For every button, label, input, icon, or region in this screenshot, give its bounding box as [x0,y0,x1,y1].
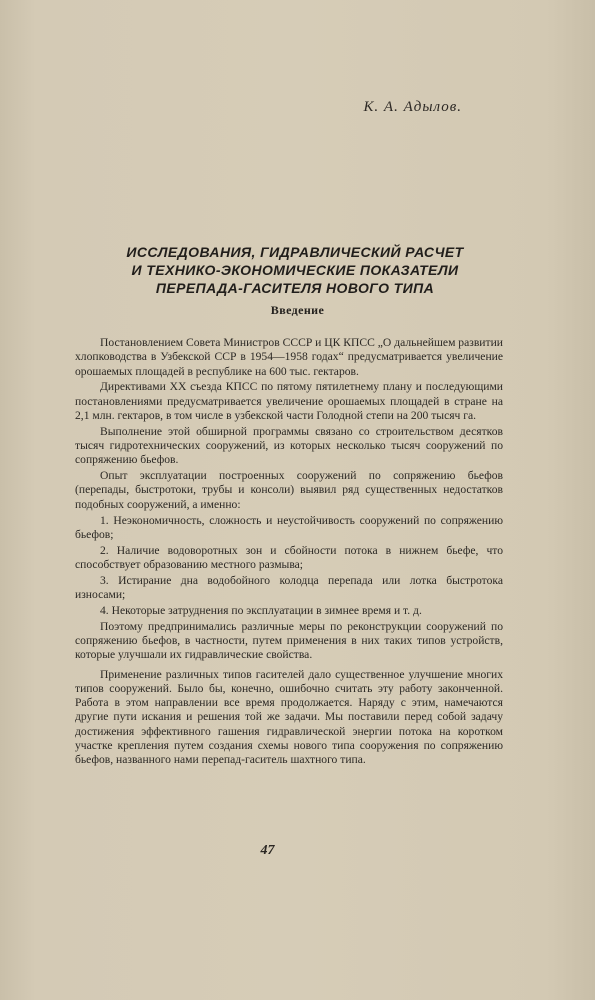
title-line: ПЕРЕПАДА-ГАСИТЕЛЯ НОВОГО ТИПА [155,280,435,296]
paragraph: Поэтому предпринимались различные меры по реконструкции сооружений по сопряжению бьефов, в частности, путем применения в них таких типов устройств, которые улучшали их гидравлические свойства. [75,619,503,662]
list-item: 1. Неэкономичность, сложность и неустойчивость сооружений по сопряжению бьефов; [75,513,503,541]
paragraph: Директивами XX съезда КПСС по пятому пятилетнему плану и последующими постановлениями предусматривается увеличение орошаемых площадей в стране на 2,1 млн. гектаров, в том числе в узбекской части Голодной степи на 200 тысяч га. [75,380,503,422]
article-title [60,243,530,297]
list-item: 3. Истирание дна водобойного колодца перепада или лотка быстротока износами; [75,573,503,602]
paragraph: Опыт эксплуатации построенных сооружений по сопряжению бьефов (перепады, быстротоки, трубы и консоли) выявил ряд существенных недостатков подобных сооружений, а именно: [75,469,503,511]
paragraph: Применение различных типов гасителей дало существенное улучшение многих типов сооружений. Было бы, конечно, ошибочно считать эту работу законченной. Работа в этом направлении все время продолжается. Наряду с этим, намечаются другие пути искания и решения той же задачи. Мы поставили перед собой задачу достижения эффективного гашения гидравлической энергии потока на коротком участке крепления путем создания схемы нового типа сооружения по сопряжению бьефов, названного нами перепад-гаситель шахтного типа. [75,667,503,767]
title-line: И ТЕХНИКО-ЭКОНОМИЧЕСКИЕ ПОКАЗАТЕЛИ [131,262,459,278]
title-line: ИССЛЕДОВАНИЯ, ГИДРАВЛИЧЕСКИЙ РАСЧЕТ [126,244,464,260]
article-body [75,336,503,769]
page-number: 47 [260,843,275,858]
author-name: К. А. Адылов. [363,99,462,115]
list-item: 4. Некоторые затруднения по эксплуатации в зимнее время и т. д. [100,603,422,617]
paragraph: Выполнение этой обширной программы связано со строительством десятков тысяч гидротехнических сооружений, из которых несколько тысяч сооружений по сопряжению бьефов. [75,424,503,467]
list-item: 2. Наличие водоворотных зон и сбойности потока в нижнем бьефе, что способствует образованию местного размыва; [75,543,503,571]
section-heading: Введение [270,303,325,317]
paragraph: Постановлением Совета Министров СССР и ЦК КПСС „О дальнейшем развитии хлопководства в Узбекской ССР в 1954—1958 годах“ предусматривается увеличение орошаемых площадей в республике на 600 тыс. гектаров. [75,336,503,378]
